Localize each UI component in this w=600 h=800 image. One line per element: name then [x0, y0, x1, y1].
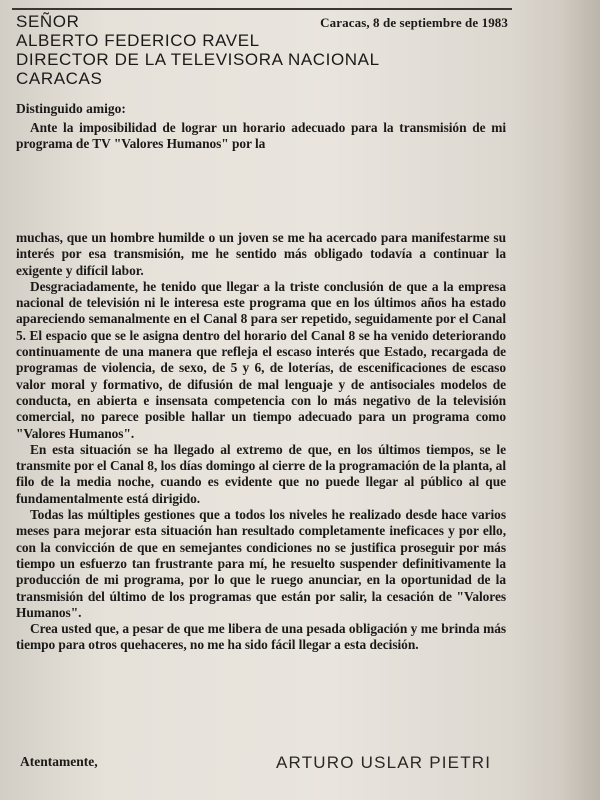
paragraph-4: Todas las múltiples gestiones que a todos los niveles he realizado desde hace varios meses para mejorar esta situación han resultado completamente ineficaces y por ello, con la convicción de que en semejantes condiciones no se justifica proseguir por más tiempo un esfuerzo tan frustrante para mí, he resuelto suspender definitivamente la producción de mi programa, por lo que le ruego anunciar, en la oportunidad de la transmisión del último de los programas que están por salir, la cesación de "Valores Humanos".	[16, 507, 506, 620]
addressee-line-city: CARACAS	[16, 69, 103, 88]
paragraph-2: Desgraciadamente, he tenido que llegar a la triste conclusión de que a la empresa nacional de televisión ni le interesa este programa que en los últimos años ha estado apareciendo semanalmente en el Canal 8 para ser repetido, seguidamente por el Canal 5. El espacio que se le asigna dentro del horario del Canal 8 se ha venido deteriorando continuamente de una manera que refleja el escaso interés que Estado, recargada de programas de violencia, de sexo, de 5 y 6, de loterías, de escenificaciones de escaso valor moral y formativo, de difusión de mal lenguaje y de antisociales modelos de conducta, en abierta e insensata competencia con lo más negativo de la televisión comercial, no parece posible hallar un tiempo adecuado para un programa como "Valores Humanos".	[16, 278, 506, 441]
paragraph-3: En esta situación se ha llegado al extremo de que, en los últimos tiempos, se le transmite por el Canal 8, los días domingo al cierre de la programación de la planta, al filo de la media noche, cuando es evidente que no puede llegar al público al que fundamentalmente está dirigido.	[16, 441, 506, 506]
addressee-line-position: DIRECTOR DE LA TELEVISORA NACIONAL	[16, 50, 380, 69]
addressee-block	[16, 12, 380, 88]
addressee-line-title: SEÑOR	[16, 12, 80, 31]
addressee-line-name: ALBERTO FEDERICO RAVEL	[16, 31, 260, 50]
greeting: Distinguido amigo:	[16, 101, 126, 116]
closing: Atentamente,	[20, 754, 98, 769]
page-edge-shadow	[560, 0, 600, 800]
letter-date: Caracas, 8 de septiembre de 1983	[320, 15, 508, 30]
paragraph-1-continued: muchas, que un hombre humilde o un joven se me ha acercado para manifestarme su interés por esa transmisión, me he sentido más obligado todavía a continuar la exigente y difícil labor.	[16, 230, 506, 278]
signature: ARTURO USLAR PIETRI	[276, 753, 492, 772]
paragraph-1: Ante la imposibilidad de lograr un horario adecuado para la transmisión de mi programa de TV "Valores Humanos" por la	[16, 120, 506, 152]
letter-opening	[16, 120, 506, 153]
letter-body	[16, 230, 506, 654]
top-rule	[12, 8, 512, 10]
paragraph-5: Crea usted que, a pesar de que me libera de una pesada obligación y me brinda más tiempo para otros quehaceres, no me ha sido fácil llegar a esta decisión.	[16, 621, 506, 653]
